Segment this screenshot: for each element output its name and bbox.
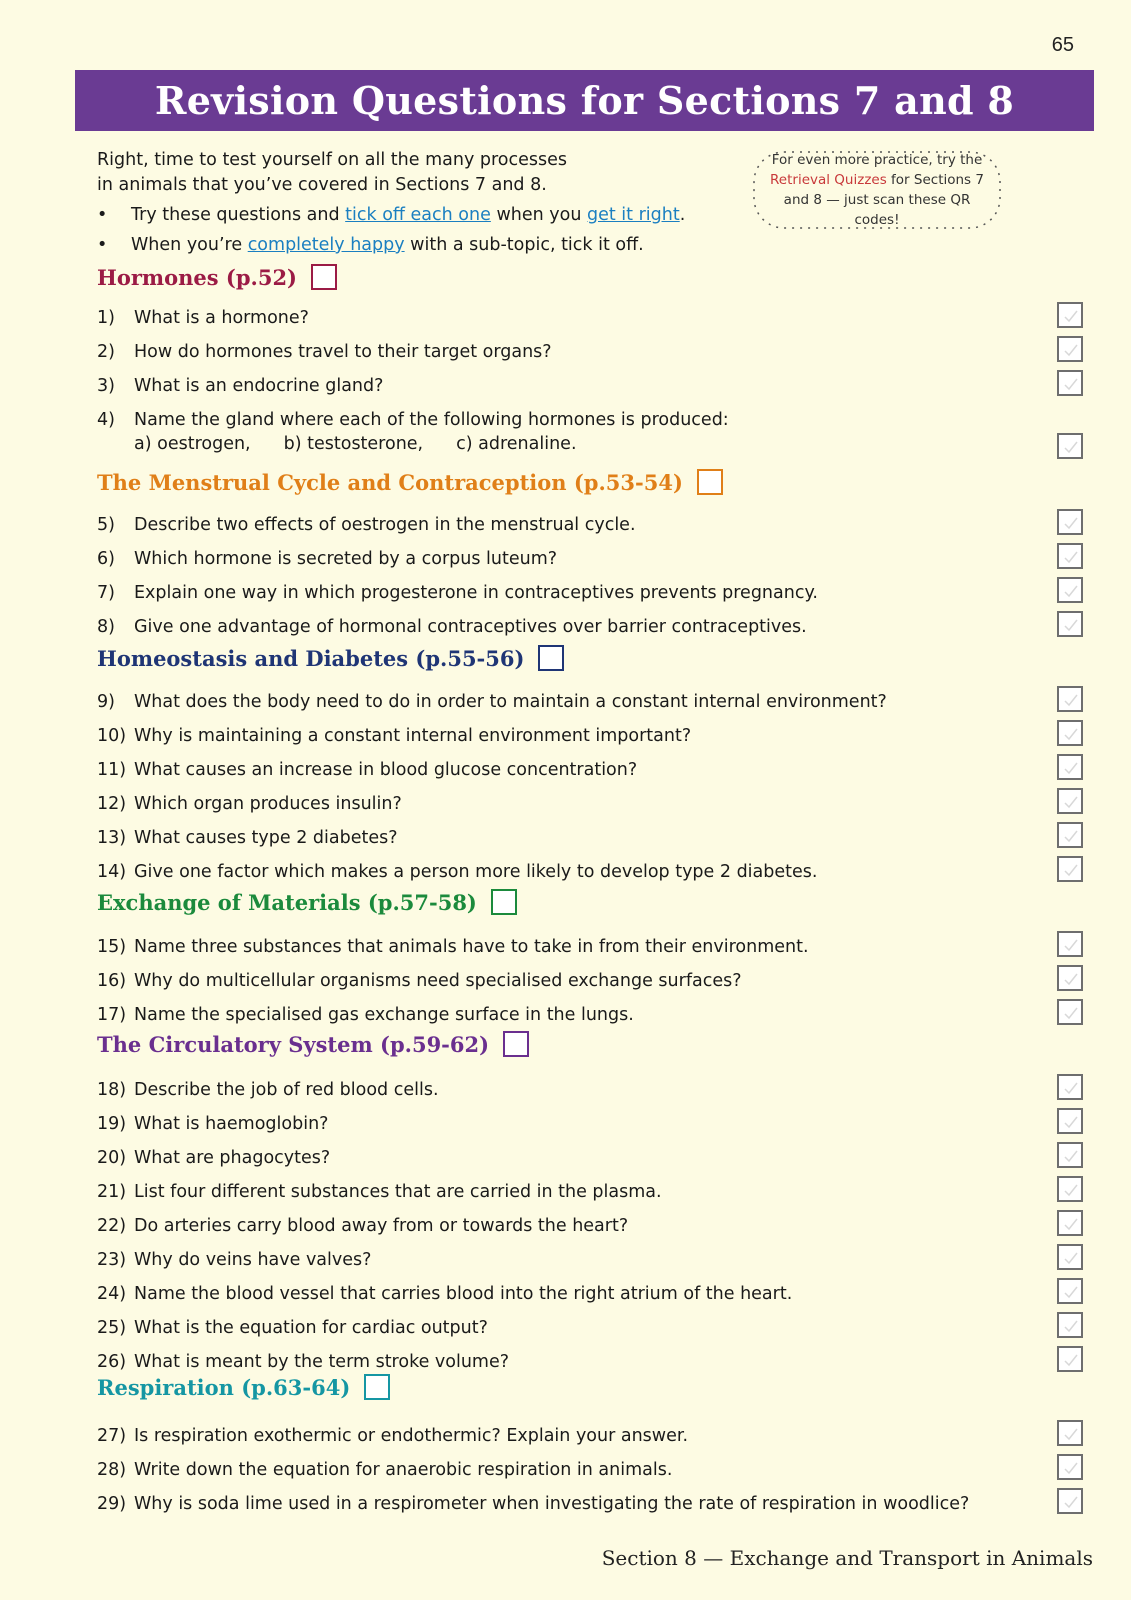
- practice-note-text: [748, 150, 1006, 230]
- question-number: 15): [97, 937, 127, 957]
- question: [97, 1214, 628, 1238]
- section-checkbox[interactable]: [364, 1374, 390, 1400]
- question-text: What is meant by the term stroke volume?: [134, 1352, 510, 1372]
- faint-tick-icon: [1062, 582, 1080, 600]
- question-text: What causes type 2 diabetes?: [134, 828, 398, 848]
- faint-tick-icon: [1062, 375, 1080, 393]
- question-text: Why do multicellular organisms need specialised exchange surfaces?: [134, 971, 742, 991]
- question: [97, 1316, 488, 1340]
- question-text: Name three substances that animals have to take in from their environment.: [134, 937, 809, 957]
- faint-tick-icon: [1062, 1493, 1080, 1511]
- faint-tick-icon: [1062, 1317, 1080, 1335]
- question-text: Which hormone is secreted by a corpus luteum?: [134, 549, 558, 569]
- question-number: 13): [97, 828, 127, 848]
- faint-tick-icon: [1062, 1181, 1080, 1199]
- practice-note-line-3: and 8 — just scan these QR codes!: [783, 192, 971, 228]
- question-checkbox[interactable]: [1057, 1142, 1083, 1168]
- question-text: What is the equation for cardiac output?: [134, 1318, 488, 1338]
- section-title: The Menstrual Cycle and Contraception (p.53-54): [97, 469, 683, 495]
- question-number: 10): [97, 726, 127, 746]
- question-checkbox[interactable]: [1057, 577, 1083, 603]
- intro-bullet-1-text: Try these questions and: [131, 205, 346, 225]
- bullet-icon: •: [97, 235, 108, 255]
- question-text: How do hormones travel to their target organs?: [134, 342, 552, 362]
- question-checkbox[interactable]: [1057, 999, 1083, 1025]
- question-number: 18): [97, 1080, 127, 1100]
- question: [97, 1248, 371, 1272]
- faint-tick-icon: [1062, 1459, 1080, 1477]
- faint-tick-icon: [1062, 691, 1080, 709]
- question-checkbox[interactable]: [1057, 822, 1083, 848]
- question: [97, 690, 887, 714]
- question-number: 2): [97, 342, 115, 362]
- question-text: Describe the job of red blood cells.: [134, 1080, 439, 1100]
- faint-tick-icon: [1062, 438, 1080, 456]
- section-checkbox[interactable]: [538, 645, 564, 671]
- faint-tick-icon: [1062, 1004, 1080, 1022]
- question-checkbox[interactable]: [1057, 509, 1083, 535]
- question: [97, 1078, 439, 1102]
- question-parts: [134, 432, 610, 456]
- question-text: What does the body need to do in order to maintain a constant internal environment?: [134, 692, 887, 712]
- faint-tick-icon: [1062, 1283, 1080, 1301]
- question-number: 5): [97, 515, 115, 535]
- question: [97, 1424, 688, 1448]
- question-checkbox[interactable]: [1057, 1108, 1083, 1134]
- question: [97, 340, 552, 364]
- section-checkbox[interactable]: [311, 264, 337, 290]
- question: [97, 1492, 969, 1516]
- faint-tick-icon: [1062, 514, 1080, 532]
- question-number: 9): [97, 692, 115, 712]
- question-number: 8): [97, 617, 115, 637]
- faint-tick-icon: [1062, 307, 1080, 325]
- question-text: What is haemoglobin?: [134, 1114, 329, 1134]
- question: [97, 513, 636, 537]
- question-checkbox[interactable]: [1057, 856, 1083, 882]
- question-number: 6): [97, 549, 115, 569]
- intro-bullet-1: [97, 203, 727, 228]
- question-number: 14): [97, 862, 127, 882]
- faint-tick-icon: [1062, 341, 1080, 359]
- faint-tick-icon: [1062, 1215, 1080, 1233]
- question-number: 22): [97, 1216, 127, 1236]
- question-checkbox[interactable]: [1057, 720, 1083, 746]
- question-checkbox[interactable]: [1057, 543, 1083, 569]
- question-text: What is a hormone?: [134, 308, 309, 328]
- faint-tick-icon: [1062, 1147, 1080, 1165]
- question-number: 21): [97, 1182, 127, 1202]
- practice-note-line-1: For even more practice, try the: [771, 152, 983, 168]
- section-title: The Circulatory System (p.59-62): [97, 1031, 490, 1057]
- faint-tick-icon: [1062, 970, 1080, 988]
- question-text: Write down the equation for anaerobic respiration in animals.: [134, 1460, 673, 1480]
- question-text: Why do veins have valves?: [134, 1250, 372, 1270]
- question: [97, 1003, 634, 1027]
- question-text: Describe two effects of oestrogen in the menstrual cycle.: [134, 515, 636, 535]
- question-number: 17): [97, 1005, 127, 1025]
- question-checkbox[interactable]: [1057, 965, 1083, 991]
- question: [97, 792, 402, 816]
- question-checkbox[interactable]: [1057, 433, 1083, 459]
- faint-tick-icon: [1062, 1079, 1080, 1097]
- question-checkbox[interactable]: [1057, 370, 1083, 396]
- question-text: Give one advantage of hormonal contraceptives over barrier contraceptives.: [134, 617, 807, 637]
- question: [97, 615, 807, 639]
- question-text: Is respiration exothermic or endothermic? Explain your answer.: [134, 1426, 689, 1446]
- section-checkbox[interactable]: [491, 889, 517, 915]
- question-checkbox[interactable]: [1057, 754, 1083, 780]
- question-checkbox[interactable]: [1057, 686, 1083, 712]
- page-footer: Section 8 — Exchange and Transport in Animals: [601, 1546, 1093, 1570]
- practice-note: [748, 146, 1006, 234]
- intro-bullet-1-end: .: [679, 205, 686, 225]
- question-checkbox[interactable]: [1057, 931, 1083, 957]
- question-number: 26): [97, 1352, 127, 1372]
- question-text: What causes an increase in blood glucose concentration?: [134, 760, 638, 780]
- question-number: 25): [97, 1318, 127, 1338]
- get-it-right-link[interactable]: get it right: [586, 205, 680, 225]
- question-number: 28): [97, 1460, 127, 1480]
- intro-bullet-2-text: When you’re: [131, 235, 248, 255]
- section-checkbox[interactable]: [503, 1031, 529, 1057]
- question-text: Explain one way in which progesterone in contraceptives prevents pregnancy.: [134, 583, 818, 603]
- section-heading-menstrual-cycle: [97, 469, 723, 495]
- section-heading-homeostasis: [97, 645, 564, 671]
- section-title: Homeostasis and Diabetes (p.55-56): [97, 645, 525, 671]
- question-part: b) testosterone,: [283, 434, 424, 454]
- faint-tick-icon: [1062, 1351, 1080, 1369]
- question-number: 29): [97, 1494, 127, 1514]
- question-text: List four different substances that are carried in the plasma.: [134, 1182, 662, 1202]
- question: [97, 1282, 792, 1306]
- question-number: 1): [97, 308, 115, 328]
- question-text: Give one factor which makes a person more likely to develop type 2 diabetes.: [134, 862, 818, 882]
- intro-bullet-2-end: with a sub-topic, tick it off.: [404, 235, 644, 255]
- question: [97, 547, 557, 571]
- question-checkbox[interactable]: [1057, 1312, 1083, 1338]
- faint-tick-icon: [1062, 1249, 1080, 1267]
- faint-tick-icon: [1062, 548, 1080, 566]
- faint-tick-icon: [1062, 861, 1080, 879]
- question-number: 7): [97, 583, 115, 603]
- question-checkbox[interactable]: [1057, 1488, 1083, 1514]
- question-text: What is an endocrine gland?: [134, 376, 384, 396]
- question-text: Which organ produces insulin?: [134, 794, 402, 814]
- section-heading-exchange: [97, 889, 517, 915]
- question-part: c) adrenaline.: [456, 434, 577, 454]
- section-heading-respiration: [97, 1374, 390, 1400]
- question-checkbox[interactable]: [1057, 1176, 1083, 1202]
- question-checkbox[interactable]: [1057, 336, 1083, 362]
- question-text: Name the blood vessel that carries blood into the right atrium of the heart.: [134, 1284, 793, 1304]
- question-number: 19): [97, 1114, 127, 1134]
- question-checkbox[interactable]: [1057, 611, 1083, 637]
- bullet-icon: •: [97, 205, 108, 225]
- section-checkbox[interactable]: [697, 469, 723, 495]
- section-heading-circulatory: [97, 1031, 529, 1057]
- question-checkbox[interactable]: [1057, 1454, 1083, 1480]
- question-number: 20): [97, 1148, 127, 1168]
- question-checkbox[interactable]: [1057, 302, 1083, 328]
- question-number: 23): [97, 1250, 127, 1270]
- faint-tick-icon: [1062, 793, 1080, 811]
- retrieval-quizzes-label: Retrieval Quizzes: [770, 172, 887, 188]
- question: [97, 374, 383, 398]
- question-number: 24): [97, 1284, 127, 1304]
- question-text: What are phagocytes?: [134, 1148, 331, 1168]
- section-heading-hormones: [97, 264, 337, 290]
- question: [97, 1458, 672, 1482]
- question-number: 27): [97, 1426, 127, 1446]
- question: [97, 826, 398, 850]
- question-number: 4): [97, 410, 115, 430]
- question-text: Name the gland where each of the following hormones is produced:: [134, 410, 729, 430]
- section-title: Respiration (p.63-64): [97, 1374, 351, 1400]
- intro: [97, 148, 727, 258]
- question: [97, 758, 637, 782]
- question-text: Name the specialised gas exchange surface in the lungs.: [134, 1005, 634, 1025]
- question: [97, 1180, 662, 1204]
- faint-tick-icon: [1062, 936, 1080, 954]
- question-checkbox[interactable]: [1057, 1278, 1083, 1304]
- faint-tick-icon: [1062, 725, 1080, 743]
- question-text: Why is soda lime used in a respirometer when investigating the rate of respiration in woodlice?: [134, 1494, 970, 1514]
- question: [97, 1350, 509, 1374]
- practice-note-line-2: for Sections 7: [886, 172, 984, 188]
- question-checkbox[interactable]: [1057, 1074, 1083, 1100]
- intro-bullet-2: [97, 233, 727, 258]
- section-title: Exchange of Materials (p.57-58): [97, 889, 477, 915]
- faint-tick-icon: [1062, 759, 1080, 777]
- question: [97, 581, 818, 605]
- question-number: 12): [97, 794, 127, 814]
- faint-tick-icon: [1062, 1113, 1080, 1131]
- question: [97, 935, 809, 959]
- page-title: Revision Questions for Sections 7 and 8: [154, 78, 1015, 123]
- section-title: Hormones (p.52): [97, 264, 297, 290]
- question: [97, 724, 691, 748]
- question-number: 16): [97, 971, 127, 991]
- intro-bullet-1-mid: when you: [490, 205, 587, 225]
- question: [97, 1112, 328, 1136]
- question-number: 11): [97, 760, 127, 780]
- completely-happy-link[interactable]: completely happy: [247, 235, 405, 255]
- question: [97, 306, 309, 330]
- page-number: 65: [1051, 34, 1074, 56]
- intro-line-2: in animals that you’ve covered in Sections 7 and 8.: [97, 175, 547, 195]
- question: [97, 860, 817, 884]
- question: [97, 1146, 330, 1170]
- question-checkbox[interactable]: [1057, 1420, 1083, 1446]
- page-title-banner: [75, 70, 1094, 131]
- question-text: Do arteries carry blood away from or towards the heart?: [134, 1216, 629, 1236]
- faint-tick-icon: [1062, 1425, 1080, 1443]
- question-number: 3): [97, 376, 115, 396]
- faint-tick-icon: [1062, 827, 1080, 845]
- question-checkbox[interactable]: [1057, 1346, 1083, 1372]
- question-text: Why is maintaining a constant internal environment important?: [134, 726, 692, 746]
- question-checkbox[interactable]: [1057, 1210, 1083, 1236]
- question-checkbox[interactable]: [1057, 788, 1083, 814]
- faint-tick-icon: [1062, 616, 1080, 634]
- tick-off-link[interactable]: tick off each one: [345, 205, 491, 225]
- question-part: a) oestrogen,: [134, 434, 251, 454]
- intro-line-1: Right, time to test yourself on all the many processes: [97, 150, 567, 170]
- question: [97, 969, 742, 993]
- question: [97, 408, 729, 456]
- question-checkbox[interactable]: [1057, 1244, 1083, 1270]
